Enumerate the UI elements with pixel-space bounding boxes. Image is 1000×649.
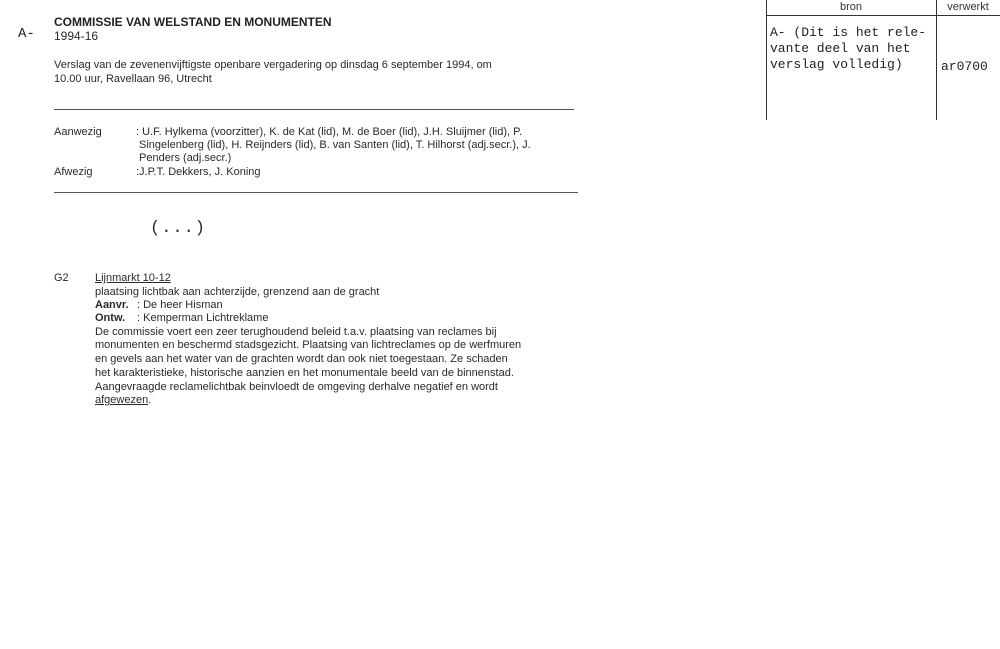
body-line-4: het karakteristieke, historische aanzien en het monumentale beeld van de binnenstad. bbox=[95, 367, 514, 379]
body-line-2: monumenten en beschermd stadsgezicht. Plaatsing van lichtreclames op de werfmuren bbox=[95, 339, 522, 351]
verwerkt-header: verwerkt bbox=[947, 1, 989, 13]
margin-mark: A- bbox=[18, 26, 35, 42]
present-label: Aanwezig bbox=[54, 126, 102, 138]
report-year: 1994-16 bbox=[54, 29, 99, 43]
table-header-rule bbox=[766, 15, 1000, 16]
bron-line-3: verslag volledig) bbox=[770, 57, 903, 72]
verdict-line bbox=[95, 394, 151, 407]
verdict-period: . bbox=[148, 394, 152, 406]
verdict: afgewezen bbox=[95, 394, 149, 406]
report-intro-line-1: Verslag van de zevenenvijftigste openbare vergadering op dinsdag 6 september 1994, om bbox=[54, 59, 492, 71]
item-description: plaatsing lichtbak aan achterzijde, grenzend aan de gracht bbox=[95, 286, 380, 298]
divider-top bbox=[54, 109, 574, 110]
present-line-1: : U.F. Hylkema (voorzitter), K. de Kat (lid), M. de Boer (lid), J.H. Sluijmer (lid), P. bbox=[136, 126, 523, 138]
body-line-1: De commissie voert een zeer terughoudend beleid t.a.v. plaatsing van reclames bij bbox=[95, 326, 497, 338]
report-intro-line-2: 10.00 uur, Ravellaan 96, Utrecht bbox=[54, 73, 212, 85]
bron-line-2: vante deel van het bbox=[770, 41, 911, 56]
table-left-border bbox=[766, 0, 767, 120]
present-line-3: Penders (adj.secr.) bbox=[139, 152, 232, 164]
body-line-5: Aangevraagde reclamelichtbak beinvloedt de omgeving derhalve negatief en wordt bbox=[95, 381, 498, 393]
applicant-value: : De heer Hisman bbox=[137, 299, 223, 311]
item-code: G2 bbox=[54, 272, 69, 284]
bron-header: bron bbox=[839, 1, 863, 13]
applicant-label: Aanvr. bbox=[95, 299, 129, 311]
designer-value: : Kemperman Lichtreklame bbox=[137, 312, 269, 324]
table-column-divider bbox=[936, 0, 937, 120]
verwerkt-value: ar0700 bbox=[941, 59, 988, 74]
omission-ellipsis: (...) bbox=[150, 219, 207, 238]
divider-bottom bbox=[54, 192, 578, 193]
committee-title: COMMISSIE VAN WELSTAND EN MONUMENTEN bbox=[54, 15, 332, 29]
body-line-3: en gevels aan het water van de grachten wordt dan ook niet toegestaan. Ze schaden bbox=[95, 353, 508, 365]
designer-label: Ontw. bbox=[95, 312, 126, 324]
bron-line-1: A- (Dit is het rele- bbox=[770, 25, 927, 40]
present-line-2: Singelenberg (lid), H. Reijnders (lid), B. van Santen (lid), T. Hilhorst (adj.secr.), J. bbox=[139, 139, 531, 151]
absent-label: Afwezig bbox=[54, 166, 93, 178]
item-address: Lijnmarkt 10-12 bbox=[95, 272, 171, 284]
absent-value: :J.P.T. Dekkers, J. Koning bbox=[136, 166, 261, 178]
